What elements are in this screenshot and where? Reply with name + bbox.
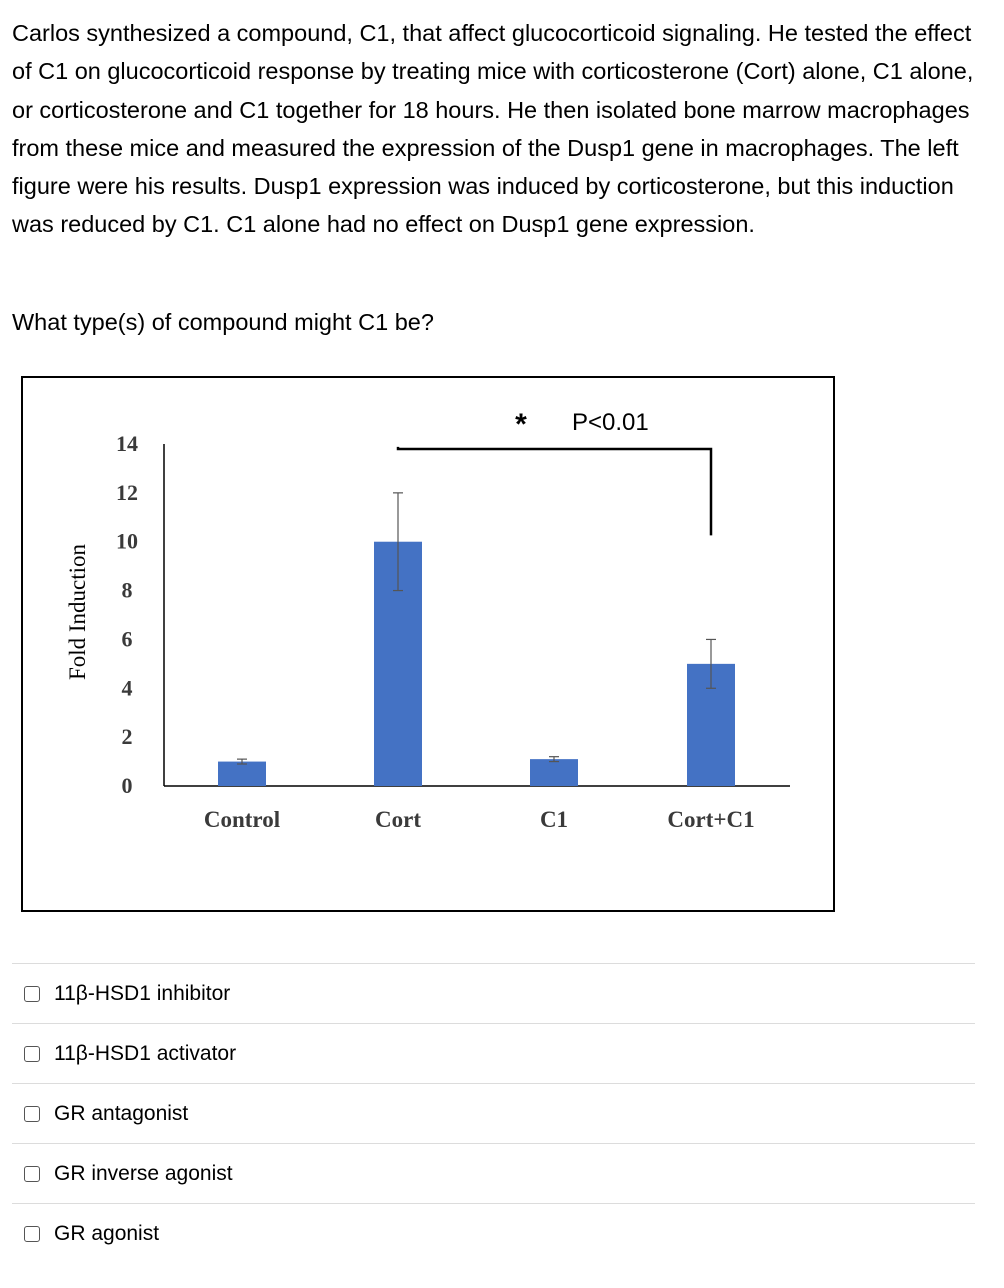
option-checkbox[interactable]	[24, 1106, 40, 1122]
y-axis-label: Fold Induction	[65, 543, 90, 681]
option-label: 11β-HSD1 inhibitor	[54, 981, 231, 1005]
y-tick-label: 10	[116, 528, 138, 554]
fold-induction-chart	[23, 378, 833, 910]
x-tick-label: Cort+C1	[667, 807, 755, 832]
option-label: GR antagonist	[54, 1101, 189, 1125]
option-label: 11β-HSD1 activator	[54, 1041, 237, 1065]
x-tick-label: C1	[539, 807, 569, 832]
option-checkbox[interactable]	[24, 1226, 40, 1242]
y-tick-labels	[116, 431, 138, 798]
y-tick-label: 14	[116, 431, 138, 456]
x-tick-labels	[204, 807, 755, 832]
question-text: Carlos synthesized a compound, C1, that affect glucocorticoid signaling. He tested the effect of C1 on glucocorticoid response by treating mice with corticosterone (Cort) alone, C1 alone, or corticosterone and C1 together for 18 hours. He then isolated bone marrow macrophages from these mice and measured the expression of the Dusp1 gene in macrophages. The left figure were his results. Dusp1 expression was induced by corticosterone, but this induction was reduced by C1. C1 alone had no effect on Dusp1 gene expression.	[12, 20, 974, 238]
x-tick-label: Control	[203, 807, 281, 832]
error-bars	[237, 493, 716, 764]
option-11b-hsd1-inhibitor[interactable]	[12, 963, 975, 1023]
significance-p-value: P<0.01	[572, 409, 649, 436]
results-figure	[21, 376, 835, 912]
x-tick-label: Cort	[375, 807, 421, 832]
y-tick-label: 2	[121, 724, 133, 750]
option-gr-inverse-agonist[interactable]	[12, 1143, 975, 1203]
answer-options	[12, 963, 975, 1263]
y-tick-label: 8	[121, 577, 133, 603]
option-gr-agonist[interactable]	[12, 1203, 975, 1263]
option-label: GR agonist	[54, 1221, 160, 1245]
y-tick-label: 0	[121, 773, 133, 798]
option-11b-hsd1-activator[interactable]	[12, 1023, 975, 1083]
y-tick-label: 12	[116, 479, 138, 505]
option-checkbox[interactable]	[24, 1046, 40, 1062]
significance-annotation	[398, 408, 711, 535]
significance-bracket	[398, 447, 711, 536]
option-gr-antagonist[interactable]	[12, 1083, 975, 1143]
option-checkbox[interactable]	[24, 1166, 40, 1182]
option-label: GR inverse agonist	[54, 1161, 233, 1185]
bars	[218, 542, 735, 786]
y-tick-label: 4	[121, 675, 133, 701]
question-prompt: What type(s) of compound might C1 be?	[12, 309, 434, 335]
y-tick-label: 6	[121, 626, 133, 652]
bar-c1	[530, 759, 578, 786]
bar-control	[218, 762, 266, 786]
option-checkbox[interactable]	[24, 986, 40, 1002]
significance-star: *	[515, 408, 527, 441]
